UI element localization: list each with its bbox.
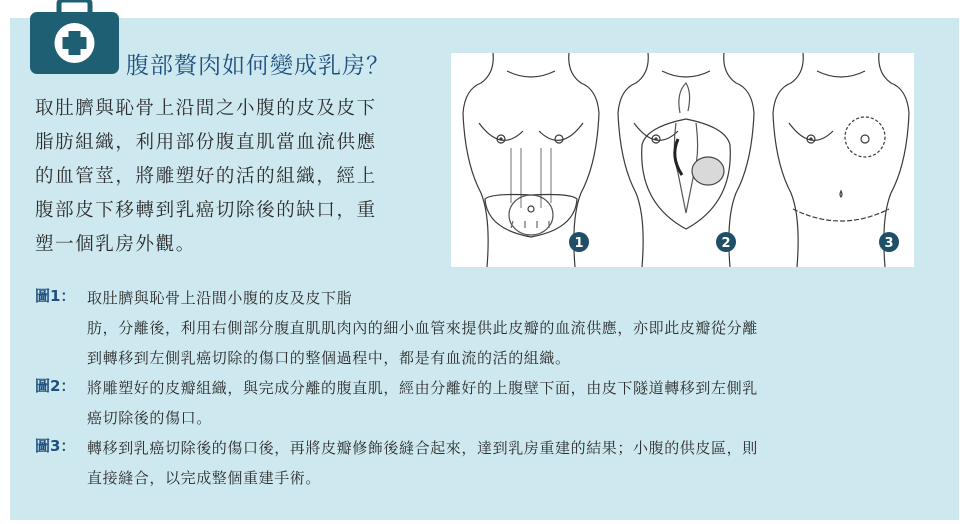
caption-label: 圖2：: [35, 377, 76, 395]
caption-line: 將雕塑好的皮瓣組織，與完成分離的腹直肌，經由分離好的上腹壁下面，由皮下隧道轉移到左側乳: [87, 379, 758, 397]
caption-line: 取肚臍與恥骨上沿間小腹的皮及皮下脂: [87, 289, 353, 307]
badge-1-label: 1: [574, 236, 584, 251]
medical-kit-icon: [30, 0, 119, 74]
caption-line: 到轉移到左側乳癌切除的傷口的整個過程中，都是有血流的活的組織。: [87, 349, 571, 367]
surgery-illustration: [451, 53, 914, 267]
badge-2-label: 2: [721, 236, 731, 251]
caption-1: [35, 283, 925, 373]
page-title: 腹部贅肉如何變成乳房？: [126, 53, 390, 79]
torso-drawings: [451, 53, 914, 267]
intro-line: 脂肪組織，利用部份腹直肌當血流供應: [35, 132, 377, 153]
caption-2: [35, 373, 925, 433]
caption-line: 癌切除後的傷口。: [87, 409, 212, 427]
caption-line: 直接縫合，以完成整個重建手術。: [87, 469, 322, 487]
step-badge-2: [716, 232, 736, 252]
caption-label: 圖1：: [35, 287, 76, 305]
caption-line: 轉移到乳癌切除後的傷口後，再將皮瓣修飾後縫合起來，達到乳房重建的結果；小腹的供皮區，則: [87, 439, 758, 457]
intro-line: 塑一個乳房外觀。: [35, 234, 196, 255]
step-badge-3: [879, 232, 899, 252]
step-badge-1: [569, 232, 589, 252]
figure-captions: [35, 283, 925, 493]
caption-label: 圖3：: [35, 437, 76, 455]
intro-line: 取肚臍與恥骨上沿間之小腹的皮及皮下: [35, 98, 377, 119]
torso-figure-2: [618, 53, 754, 267]
caption-line: 肪，分離後，利用右側部分腹直肌肌肉內的細小血管來提供此皮瓣的血流供應，亦即此皮瓣從分離: [87, 319, 758, 337]
caption-3: [35, 433, 925, 493]
intro-line: 的血管莖，將雕塑好的活的組織，經上: [35, 166, 377, 187]
intro-paragraph: [35, 92, 415, 262]
intro-line: 腹部皮下移轉到乳癌切除後的缺口，重: [35, 200, 377, 221]
badge-3-label: 3: [884, 236, 894, 251]
